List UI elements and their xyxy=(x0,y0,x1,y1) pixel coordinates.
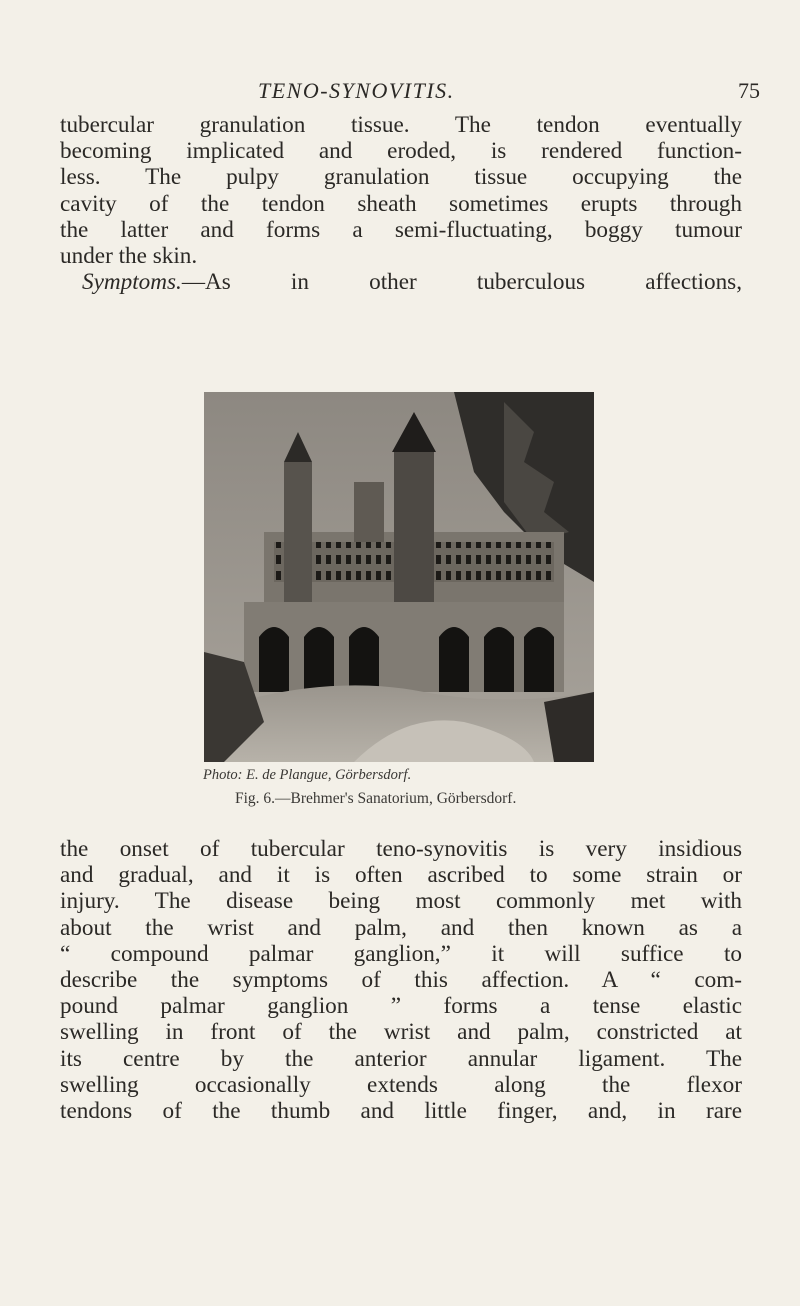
symptoms-line xyxy=(60,269,742,295)
photo-credit: Photo: E. de Plangue, Görbersdorf. xyxy=(203,767,412,783)
sanatorium-photo xyxy=(204,392,594,762)
figure-caption: Fig. 6.—Brehmer's Sanatorium, Görbersdorf. xyxy=(235,790,517,807)
text-line: cavity of the tendon sheath sometimes erupts through xyxy=(60,190,742,217)
text-line: its centre by the anterior annular ligament. The xyxy=(60,1045,742,1072)
paragraph-bottom xyxy=(60,836,742,1124)
text-line: tendons of the thumb and little finger, and, in rare xyxy=(60,1097,742,1124)
text-line: swelling occasionally extends along the flexor xyxy=(60,1071,742,1098)
text-line: “ compound palmar ganglion,” it will suffice to xyxy=(60,940,742,967)
paragraph-top xyxy=(60,112,742,295)
text-line: about the wrist and palm, and then known as a xyxy=(60,914,742,941)
text-line: injury. The disease being most commonly met with xyxy=(60,888,742,915)
running-title: TENO-SYNOVITIS. xyxy=(258,78,455,103)
symptoms-lead: —As in other tuberculous affections, xyxy=(181,269,742,296)
text-line: and gradual, and it is often ascribed to some strain or xyxy=(60,862,742,889)
text-line: tubercular granulation tissue. The tendon eventually xyxy=(60,112,742,138)
text-line: less. The pulpy granulation tissue occupying the xyxy=(60,164,742,191)
text-line: swelling in front of the wrist and palm, constricted at xyxy=(60,1019,742,1046)
sanatorium-photo-illustration xyxy=(204,392,594,762)
text-line: the onset of tubercular teno-synovitis is very insidious xyxy=(60,836,742,862)
symptoms-heading: Symptoms. xyxy=(82,269,182,296)
text-line: under the skin. xyxy=(60,242,198,269)
text-line: pound palmar ganglion ” forms a tense elastic xyxy=(60,993,742,1020)
text-line: describe the symptoms of this affection. A “ com- xyxy=(60,966,742,993)
text-line: becoming implicated and eroded, is rendered function- xyxy=(60,138,742,165)
text-line: the latter and forms a semi-fluctuating, boggy tumour xyxy=(60,216,742,243)
page-number: 75 xyxy=(738,78,760,103)
